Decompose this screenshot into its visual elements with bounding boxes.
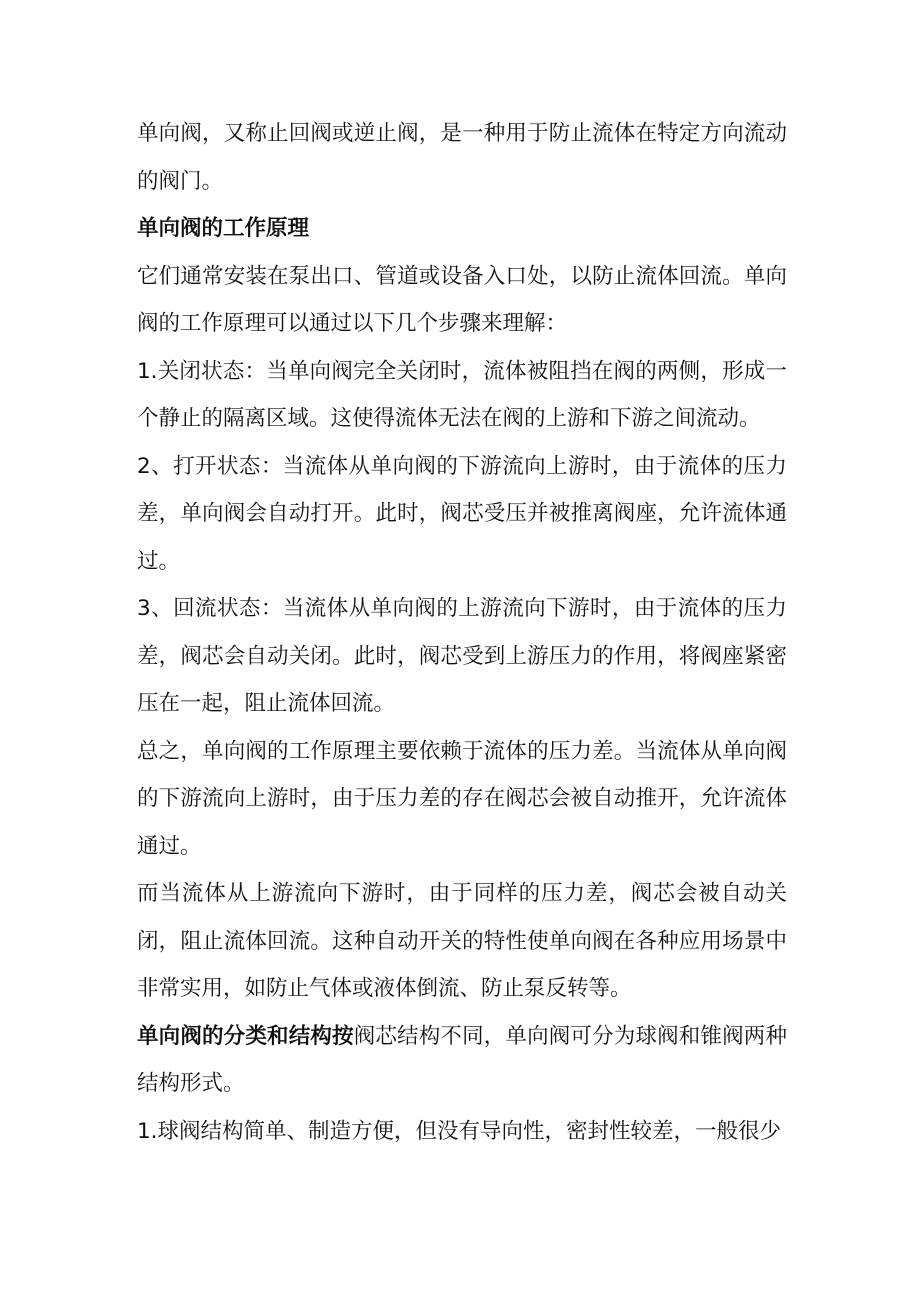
ball-valve-paragraph: 1.球阀结构简单、制造方便，但没有导向性，密封性较差，一般很少 (137, 1118, 782, 1144)
summary-paragraph: 总之，单向阀的工作原理主要依赖于流体的压力差。当流体从单向阀的下游流向上游时，由于压力差的存在阀芯会被自动推开，允许流体通过。 (137, 738, 787, 859)
intro-paragraph: 单向阀，又称止回阀或逆止阀，是一种用于防止流体在特定方向流动的阀门。 (137, 121, 787, 194)
step-closed-paragraph: 1.关闭状态：当单向阀完全关闭时，流体被阻挡在阀的两侧，形成一个静止的隔离区域。这使得流体无法在阀的上游和下游之间流动。 (137, 358, 787, 431)
step-open-paragraph: 2、打开状态：当流体从单向阀的下游流向上游时，由于流体的压力差，单向阀会自动打开。此时，阀芯受压并被推离阀座，允许流体通过。 (137, 453, 787, 574)
principle-intro-paragraph: 它们通常安装在泵出口、管道或设备入口处，以防止流体回流。单向阀的工作原理可以通过以下几个步骤来理解： (137, 263, 787, 336)
step-backflow-paragraph: 3、回流状态：当流体从单向阀的上游流向下游时，由于流体的压力差，阀芯会自动关闭。此时，阀芯受到上游压力的作用，将阀座紧密压在一起，阻止流体回流。 (137, 596, 787, 716)
classification-heading: 单向阀的分类和结构按 (137, 1023, 354, 1049)
document-body (137, 110, 787, 1155)
section-heading-principle: 单向阀的工作原理 (137, 216, 310, 241)
classification-text: 阀芯结构不同，单向阀可分为球阀和锥阀两种结构形式。 (137, 1023, 787, 1096)
summary-continued-paragraph: 而当流体从上游流向下游时，由于同样的压力差，阀芯会被自动关闭，阻止流体回流。这种自动开关的特性使单向阀在各种应用场景中非常实用，如防止气体或液体倒流、防止泵反转等。 (137, 881, 787, 1001)
classification-paragraph (137, 1013, 787, 1108)
